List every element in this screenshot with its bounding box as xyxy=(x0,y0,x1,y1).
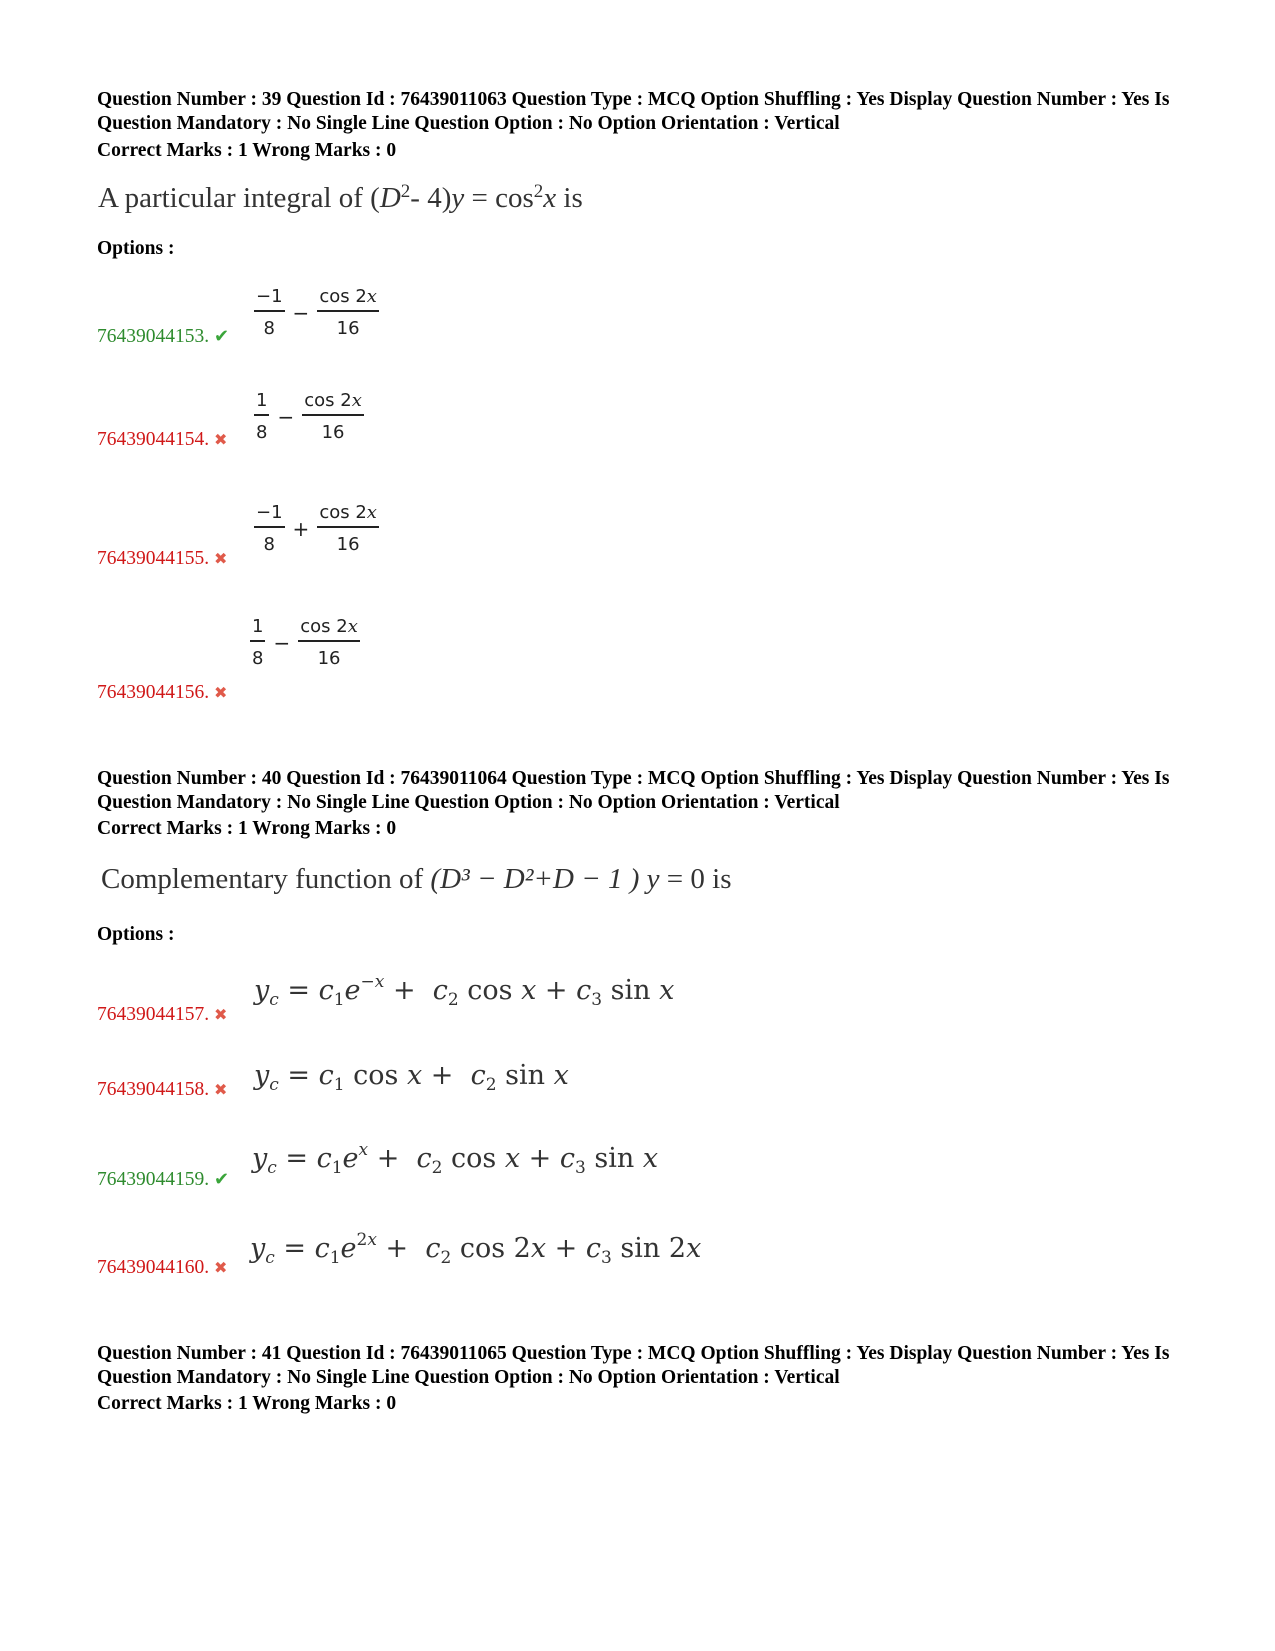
question-41-marks: Correct Marks : 1 Wrong Marks : 0 xyxy=(97,1393,397,1414)
option-formula: $y_c = c_1e^{-x} + c_2$ $\cos x + c_3$ sin x xyxy=(254,972,675,1010)
option-id-correct: 76439044153. ✔ xyxy=(97,326,230,347)
option-formula: $y_c = c_1e^{2x} + c_2$ $\cos 2x + c_3$ sin 2x xyxy=(250,1230,702,1268)
option-formula: $\frac{-1}{8}$ − $\frac{\cos 2x}{16}$ xyxy=(256,286,377,339)
cross-icon: ✖ xyxy=(214,551,228,568)
question-40-meta: Question Number : 40 Question Id : 76439011064 Question Type : MCQ Option Shuffling : Yes Display Question Number : Yes Is Question Mandatory : No Single Line Question Option : No Option Orientation : Vertical xyxy=(97,768,1170,813)
option-formula: $y_c = c_1e^x + c_2$ $\cos x + c_3$ sin x xyxy=(252,1140,659,1178)
option-id-wrong: 76439044157. ✖ xyxy=(97,1004,228,1025)
option-formula: $\frac{1}{8}$ − $\frac{\cos 2x}{16}$ xyxy=(256,390,362,443)
option-id-correct: 76439044159. ✔ xyxy=(97,1169,230,1190)
question-39-text: A particular integral of ($D^2-$ $4)y = \cos^2x$ is xyxy=(98,181,583,214)
check-icon: ✔ xyxy=(214,1169,230,1189)
question-40-marks: Correct Marks : 1 Wrong Marks : 0 xyxy=(97,818,397,839)
option-formula: $\frac{1}{8}$ − $\frac{\cos 2x}{16}$ xyxy=(252,616,358,669)
option-id-wrong: 76439044154. ✖ xyxy=(97,429,228,450)
question-39-meta: Question Number : 39 Question Id : 76439011063 Question Type : MCQ Option Shuffling : Yes Display Question Number : Yes Is Question Mandatory : No Single Line Question Option : No Option Orientation : Vertical xyxy=(97,89,1170,134)
question-39-marks: Correct Marks : 1 Wrong Marks : 0 xyxy=(97,140,397,161)
option-id-wrong: 76439044156. ✖ xyxy=(97,682,228,703)
option-formula: $\frac{-1}{8}$ + $\frac{\cos 2x}{16}$ xyxy=(256,502,377,555)
option-formula: $y_c = c_1$ $\cos x + c_2$ sin x xyxy=(254,1060,569,1095)
option-id-wrong: 76439044155. ✖ xyxy=(97,548,228,569)
cross-icon: ✖ xyxy=(214,1260,228,1277)
cross-icon: ✖ xyxy=(214,1082,228,1099)
option-id-wrong: 76439044160. ✖ xyxy=(97,1257,228,1278)
cross-icon: ✖ xyxy=(214,685,228,702)
question-40-text: Complementary function of (D³ − D²+D − 1 ) y = 0 is xyxy=(101,863,732,895)
options-label: Options : xyxy=(97,924,175,945)
cross-icon: ✖ xyxy=(214,432,228,449)
options-label: Options : xyxy=(97,238,175,259)
cross-icon: ✖ xyxy=(214,1007,228,1024)
option-id-wrong: 76439044158. ✖ xyxy=(97,1079,228,1100)
question-41-meta: Question Number : 41 Question Id : 76439011065 Question Type : MCQ Option Shuffling : Yes Display Question Number : Yes Is Question Mandatory : No Single Line Question Option : No Option Orientation : Vertical xyxy=(97,1343,1170,1388)
check-icon: ✔ xyxy=(214,326,230,346)
